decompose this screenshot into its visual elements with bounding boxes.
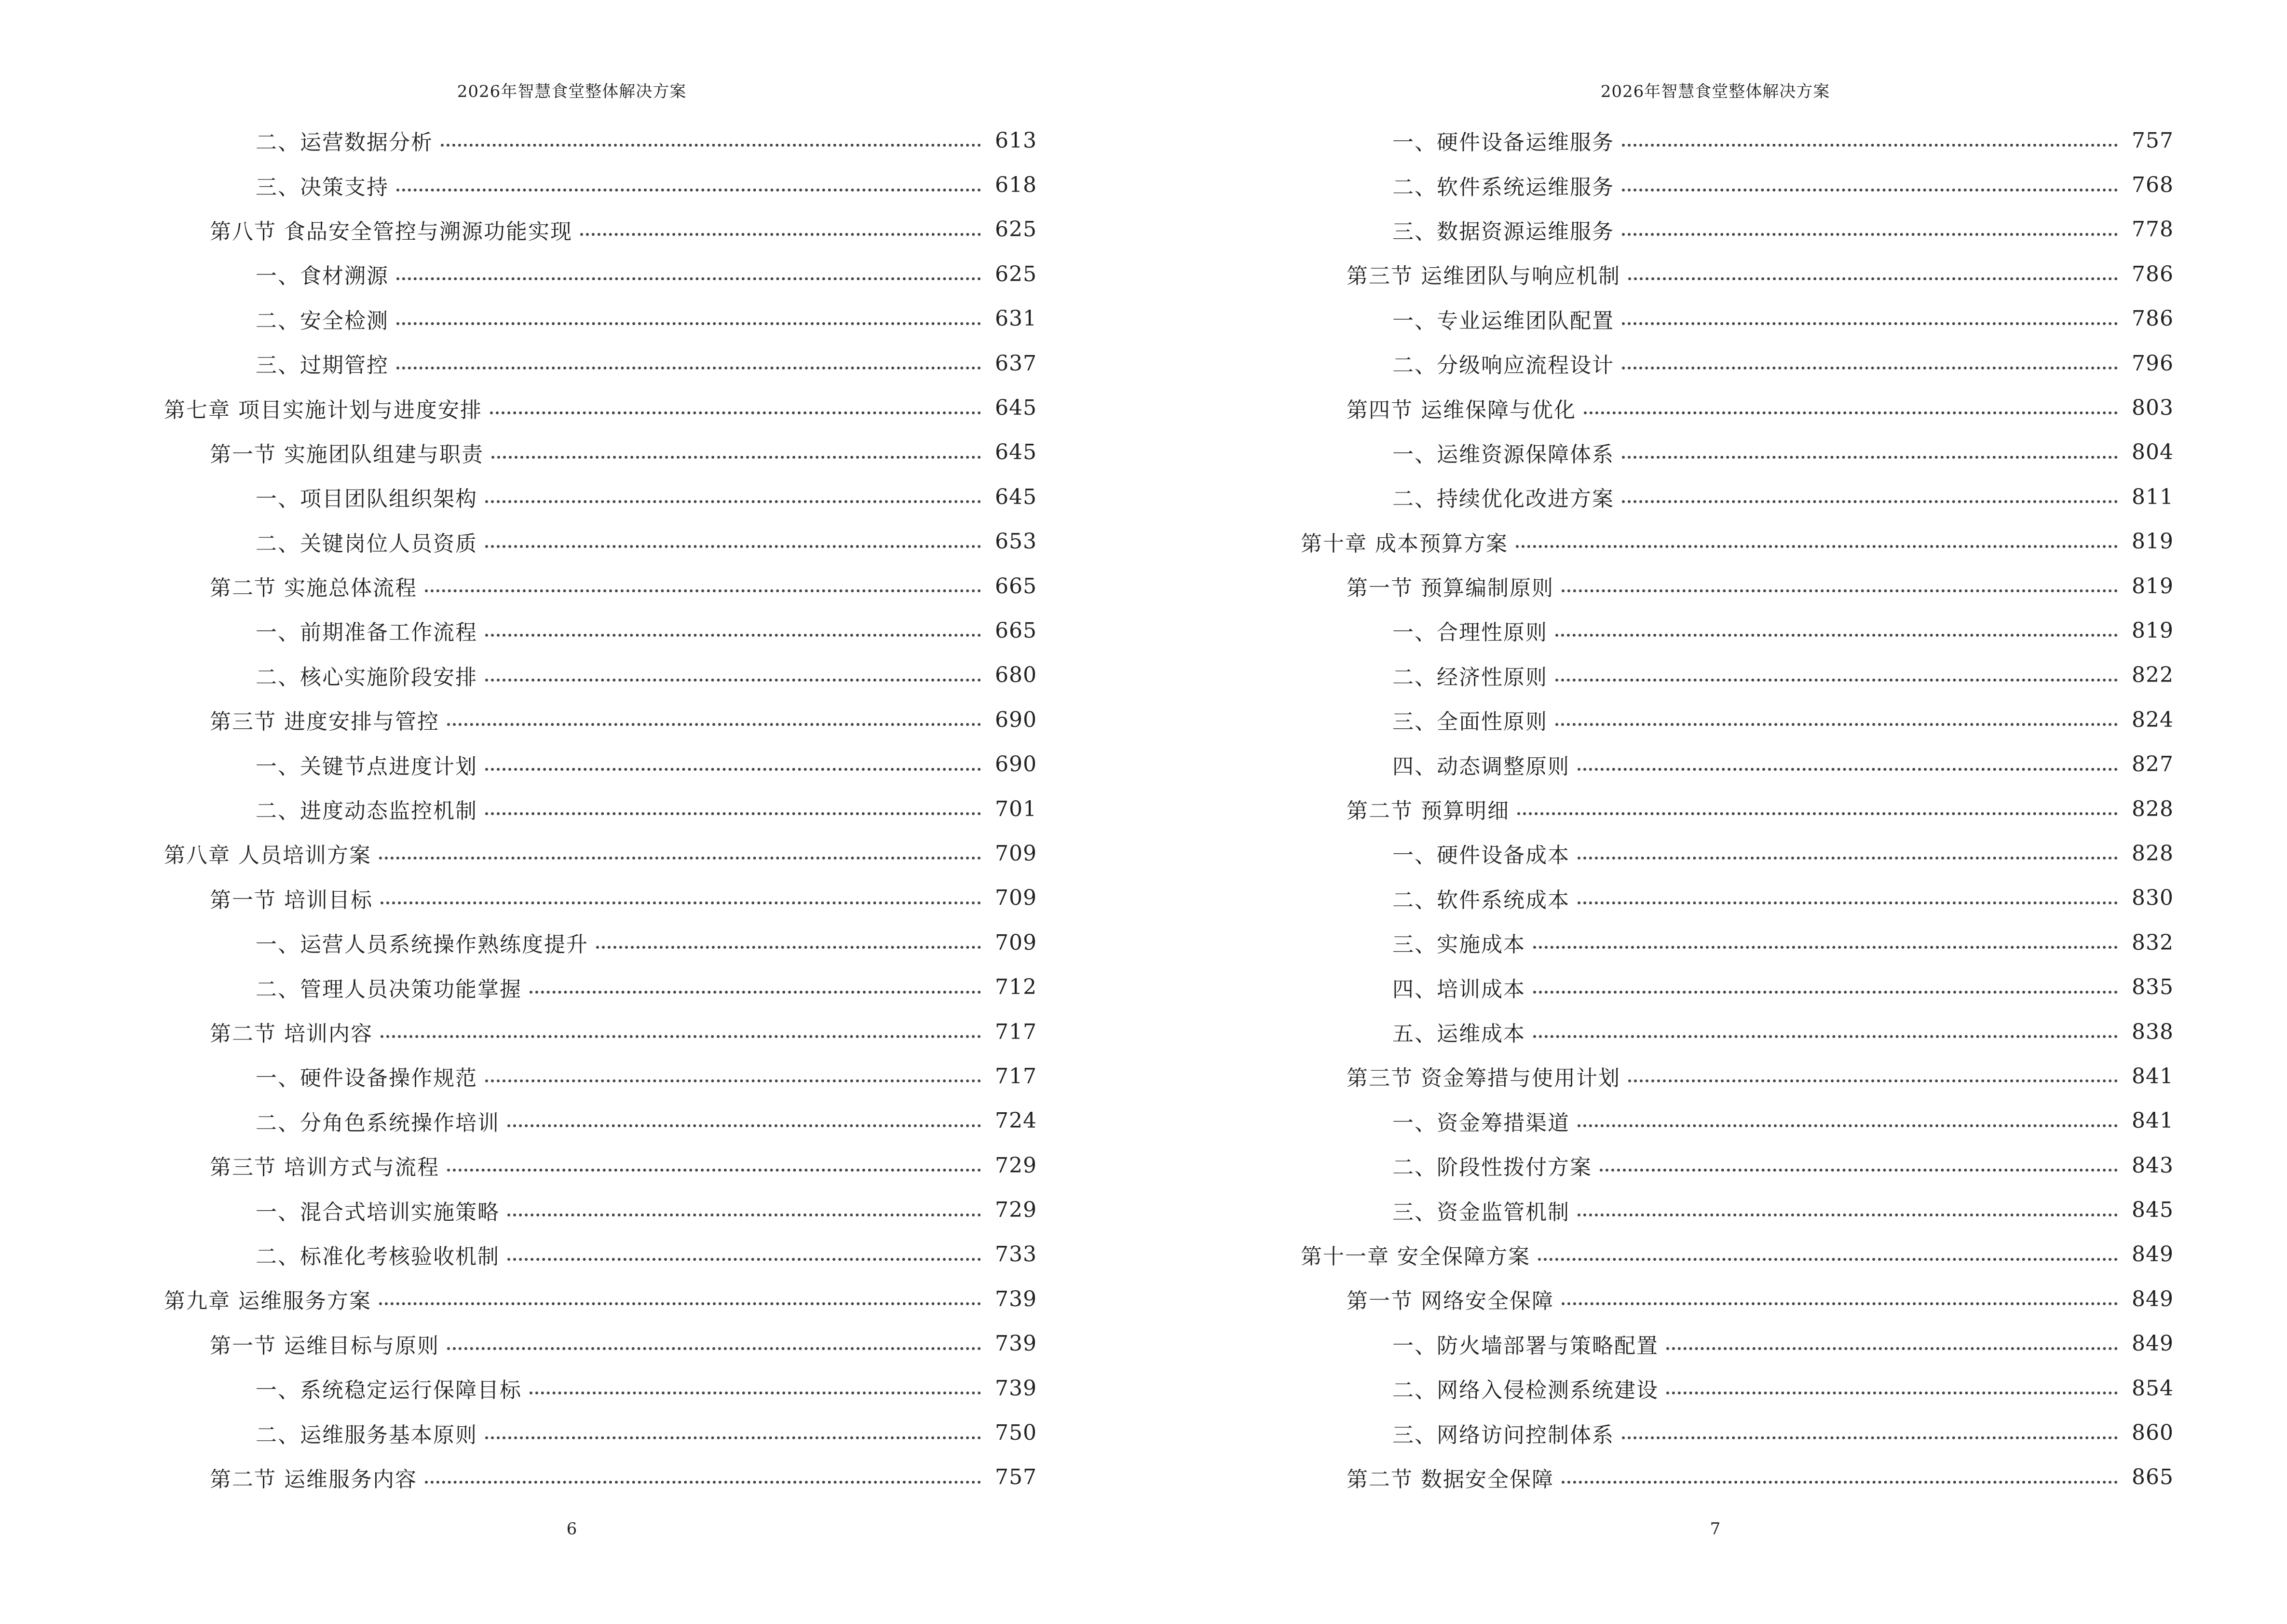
toc-entry[interactable]	[164, 1455, 1037, 1500]
toc-entry[interactable]	[1301, 920, 2174, 965]
toc-entry[interactable]	[164, 1366, 1037, 1410]
toc-entry-label: 第七章 项目实施计划与进度安排	[164, 397, 482, 423]
toc-entry[interactable]	[1301, 742, 2174, 786]
toc-entry-label: 一、防火墙部署与策略配置	[1392, 1333, 1659, 1358]
toc-entry-label: 第一节 培训目标	[210, 887, 373, 913]
toc-entry-page-number: 786	[2132, 261, 2174, 287]
dot-leader	[1555, 723, 2118, 726]
toc-entry[interactable]	[1301, 341, 2174, 385]
dot-leader	[1562, 1302, 2118, 1305]
dot-leader	[379, 857, 981, 860]
toc-entry-label: 一、硬件设备操作规范	[256, 1066, 477, 1091]
toc-entry-page-number: 757	[2132, 128, 2174, 153]
dot-leader	[1628, 277, 2118, 280]
dot-leader	[1516, 545, 2118, 548]
toc-entry-label: 五、运维成本	[1392, 1022, 1525, 1046]
toc-entry-label: 一、资金筹措渠道	[1392, 1110, 1570, 1135]
toc-entry[interactable]	[1301, 1232, 2174, 1277]
dot-leader	[425, 589, 981, 592]
toc-entry-page-number: 786	[2132, 306, 2174, 331]
toc-entry-page-number: 680	[995, 663, 1037, 688]
toc-entry-label: 二、软件系统成本	[1392, 887, 1570, 913]
toc-entry[interactable]	[164, 341, 1037, 385]
page-number: 6	[566, 1519, 577, 1539]
toc-entry-page-number: 625	[995, 217, 1037, 242]
dot-leader	[396, 367, 981, 369]
toc-entry[interactable]	[1301, 163, 2174, 207]
toc-entry-label: 第十章 成本预算方案	[1301, 531, 1508, 556]
toc-entry-label: 一、专业运维团队配置	[1392, 308, 1614, 333]
toc-entry[interactable]	[164, 564, 1037, 608]
toc-entry[interactable]	[1301, 831, 2174, 875]
dot-leader	[1562, 1481, 2118, 1484]
toc-entry[interactable]	[1301, 653, 2174, 697]
toc-entry-page-number: 618	[995, 173, 1037, 198]
toc-entry-page-number: 757	[995, 1465, 1037, 1490]
toc-entry-page-number: 709	[995, 841, 1037, 866]
toc-entry-label: 二、运营数据分析	[256, 130, 433, 155]
dot-leader	[1533, 1035, 2118, 1038]
dot-leader	[1555, 679, 2118, 682]
toc-entry-label: 一、混合式培训实施策略	[256, 1200, 500, 1225]
toc-entry-label: 第一节 运维目标与原则	[210, 1333, 439, 1358]
toc-entry-page-number: 811	[2132, 484, 2174, 509]
toc-entry-label: 四、动态调整原则	[1392, 754, 1570, 779]
dot-leader	[485, 500, 981, 503]
dot-leader	[1622, 367, 2118, 369]
toc-entry-label: 第一节 实施团队组建与职责	[210, 442, 484, 467]
toc-entry-page-number: 819	[2132, 573, 2174, 599]
toc-entry-label: 第二节 培训内容	[210, 1022, 373, 1046]
toc-entry[interactable]	[164, 1277, 1037, 1321]
dot-leader	[441, 144, 981, 147]
toc-list	[1301, 118, 2174, 1500]
toc-entry-page-number: 717	[995, 1064, 1037, 1089]
dot-leader	[490, 411, 981, 414]
dot-leader	[596, 946, 981, 949]
toc-entry[interactable]	[1301, 297, 2174, 341]
toc-entry[interactable]	[164, 787, 1037, 831]
toc-entry-label: 二、分级响应流程设计	[1392, 353, 1614, 378]
toc-entry-page-number: 729	[995, 1153, 1037, 1178]
dot-leader	[381, 901, 981, 904]
toc-entry-label: 二、持续优化改进方案	[1392, 487, 1614, 512]
dot-leader	[1666, 1347, 2118, 1350]
toc-entry-label: 三、实施成本	[1392, 932, 1525, 957]
toc-entry-page-number: 832	[2132, 930, 2174, 955]
dot-leader	[485, 545, 981, 548]
dot-leader	[580, 233, 981, 236]
dot-leader	[1555, 634, 2118, 637]
toc-entry-label: 二、阶段性拨付方案	[1392, 1155, 1592, 1180]
toc-entry[interactable]	[164, 385, 1037, 430]
toc-entry[interactable]	[164, 207, 1037, 252]
toc-entry[interactable]	[164, 1010, 1037, 1054]
toc-entry-label: 一、硬件设备成本	[1392, 843, 1570, 868]
toc-entry[interactable]	[164, 1054, 1037, 1098]
dot-leader	[485, 1079, 981, 1082]
toc-entry[interactable]	[1301, 1187, 2174, 1232]
toc-entry[interactable]	[1301, 207, 2174, 252]
toc-entry-page-number: 865	[2132, 1465, 2174, 1490]
toc-entry[interactable]	[164, 519, 1037, 564]
dot-leader	[1538, 1258, 2118, 1261]
toc-entry-page-number: 849	[2132, 1286, 2174, 1311]
toc-entry[interactable]	[1301, 1010, 2174, 1054]
dot-leader	[485, 768, 981, 771]
toc-entry[interactable]	[164, 697, 1037, 742]
toc-entry-page-number: 724	[995, 1108, 1037, 1133]
toc-entry-page-number: 819	[2132, 529, 2174, 554]
toc-entry-page-number: 750	[995, 1420, 1037, 1446]
toc-entry-page-number: 796	[2132, 351, 2174, 376]
dot-leader	[425, 1481, 981, 1484]
dot-leader	[507, 1214, 981, 1216]
toc-entry[interactable]	[1301, 430, 2174, 475]
toc-entry[interactable]	[164, 252, 1037, 296]
toc-entry[interactable]	[164, 831, 1037, 875]
dot-leader	[1578, 1214, 2118, 1216]
toc-entry-label: 三、数据资源运维服务	[1392, 219, 1614, 244]
toc-entry[interactable]	[1301, 519, 2174, 564]
dot-leader	[1584, 411, 2118, 414]
toc-entry-label: 一、关键节点进度计划	[256, 754, 477, 779]
toc-entry-page-number: 709	[995, 886, 1037, 911]
toc-entry-page-number: 849	[2132, 1331, 2174, 1356]
toc-entry-label: 二、软件系统运维服务	[1392, 175, 1614, 200]
dot-leader	[485, 634, 981, 637]
toc-entry[interactable]	[164, 1232, 1037, 1277]
toc-entry-label: 二、安全检测	[256, 308, 389, 333]
toc-entry-label: 一、运维资源保障体系	[1392, 442, 1614, 467]
toc-entry-page-number: 709	[995, 930, 1037, 955]
dot-leader	[530, 991, 981, 994]
toc-entry-page-number: 739	[995, 1331, 1037, 1356]
toc-entry-page-number: 739	[995, 1286, 1037, 1311]
dot-leader	[1517, 812, 2118, 815]
toc-entry[interactable]	[164, 118, 1037, 163]
toc-entry[interactable]	[164, 1410, 1037, 1455]
toc-entry-label: 一、项目团队组织架构	[256, 487, 477, 512]
toc-entry-page-number: 849	[2132, 1242, 2174, 1267]
toc-entry-label: 三、决策支持	[256, 175, 389, 200]
toc-entry-label: 一、硬件设备运维服务	[1392, 130, 1614, 155]
dot-leader	[1533, 991, 2118, 994]
toc-entry-label: 二、标准化考核验收机制	[256, 1244, 500, 1269]
toc-entry-page-number: 768	[2132, 173, 2174, 198]
toc-entry-label: 第二节 数据安全保障	[1347, 1467, 1554, 1492]
dot-leader	[379, 1302, 981, 1305]
toc-entry-label: 二、网络入侵检测系统建设	[1392, 1378, 1659, 1403]
toc-entry[interactable]	[1301, 876, 2174, 920]
toc-entry-page-number: 613	[995, 128, 1037, 153]
toc-entry-page-number: 717	[995, 1019, 1037, 1044]
toc-entry[interactable]	[1301, 252, 2174, 296]
dot-leader	[1622, 500, 2118, 503]
toc-entry[interactable]	[1301, 697, 2174, 742]
dot-leader	[1578, 768, 2118, 771]
toc-entry-page-number: 830	[2132, 886, 2174, 911]
toc-entry-label: 一、合理性原则	[1392, 620, 1548, 645]
page-header: 2026年智慧食堂整体解决方案	[457, 82, 687, 101]
toc-entry-label: 第十一章 安全保障方案	[1301, 1244, 1530, 1269]
toc-entry-label: 二、运维服务基本原则	[256, 1422, 477, 1447]
toc-entry-label: 三、网络访问控制体系	[1392, 1422, 1614, 1447]
toc-entry[interactable]	[1301, 1099, 2174, 1143]
toc-entry-page-number: 778	[2132, 217, 2174, 242]
toc-entry[interactable]	[1301, 1366, 2174, 1410]
toc-entry-page-number: 625	[995, 261, 1037, 287]
dot-leader	[396, 322, 981, 325]
dot-leader	[1533, 946, 2118, 949]
toc-entry[interactable]	[1301, 1410, 2174, 1455]
toc-entry[interactable]	[164, 1322, 1037, 1366]
toc-entry[interactable]	[164, 1099, 1037, 1143]
toc-entry-page-number: 845	[2132, 1198, 2174, 1223]
toc-entry-label: 第二节 实施总体流程	[210, 576, 417, 601]
toc-entry[interactable]	[164, 742, 1037, 786]
toc-entry-label: 第四节 运维保障与优化	[1347, 397, 1576, 423]
toc-entry-label: 三、过期管控	[256, 353, 389, 378]
toc-entry-page-number: 843	[2132, 1153, 2174, 1178]
toc-entry-page-number: 645	[995, 440, 1037, 465]
toc-entry[interactable]	[1301, 118, 2174, 163]
toc-entry[interactable]	[1301, 1277, 2174, 1321]
dot-leader	[381, 1035, 981, 1038]
dot-leader	[491, 456, 981, 459]
dot-leader	[485, 812, 981, 815]
toc-entry[interactable]	[1301, 608, 2174, 653]
toc-entry[interactable]	[164, 1187, 1037, 1232]
toc-entry-page-number: 835	[2132, 975, 2174, 1000]
dot-leader	[485, 679, 981, 682]
toc-entry[interactable]	[1301, 1322, 2174, 1366]
toc-list	[164, 118, 1037, 1500]
toc-entry[interactable]	[164, 653, 1037, 697]
dot-leader	[1622, 144, 2118, 147]
toc-entry-label: 二、关键岗位人员资质	[256, 531, 477, 556]
toc-entry[interactable]	[1301, 475, 2174, 519]
toc-entry-label: 一、运营人员系统操作熟练度提升	[256, 932, 588, 957]
toc-entry-page-number: 828	[2132, 796, 2174, 821]
toc-entry-page-number: 653	[995, 529, 1037, 554]
toc-entry-page-number: 739	[995, 1376, 1037, 1401]
dot-leader	[1562, 589, 2118, 592]
toc-entry[interactable]	[164, 163, 1037, 207]
toc-entry[interactable]	[1301, 787, 2174, 831]
toc-entry-label: 二、管理人员决策功能掌握	[256, 977, 522, 1002]
toc-entry-label: 第三节 运维团队与响应机制	[1347, 264, 1620, 289]
toc-entry-label: 第二节 运维服务内容	[210, 1467, 417, 1492]
dot-leader	[507, 1258, 981, 1261]
toc-entry-page-number: 828	[2132, 841, 2174, 866]
dot-leader	[447, 1347, 981, 1350]
toc-entry-page-number: 733	[995, 1242, 1037, 1267]
dot-leader	[1578, 1124, 2118, 1127]
toc-entry-label: 第三节 培训方式与流程	[210, 1155, 439, 1180]
dot-leader	[1628, 1079, 2118, 1082]
toc-entry-page-number: 819	[2132, 618, 2174, 643]
toc-entry-label: 一、前期准备工作流程	[256, 620, 477, 645]
toc-entry-page-number: 690	[995, 707, 1037, 732]
toc-entry-label: 三、全面性原则	[1392, 710, 1548, 735]
toc-entry[interactable]	[164, 1143, 1037, 1187]
toc-entry-label: 第三节 进度安排与管控	[210, 710, 439, 735]
dot-leader	[447, 1169, 981, 1172]
toc-entry[interactable]	[1301, 385, 2174, 430]
toc-entry-page-number: 631	[995, 306, 1037, 331]
dot-leader	[1622, 189, 2118, 191]
toc-entry-label: 一、食材溯源	[256, 264, 389, 289]
toc-entry-label: 第八节 食品安全管控与溯源功能实现	[210, 219, 572, 244]
toc-entry-label: 第三节 资金筹措与使用计划	[1347, 1066, 1620, 1091]
page-header: 2026年智慧食堂整体解决方案	[1600, 82, 1830, 101]
toc-entry-page-number: 841	[2132, 1108, 2174, 1133]
toc-entry[interactable]	[1301, 1054, 2174, 1098]
toc-entry[interactable]	[164, 475, 1037, 519]
toc-entry-page-number: 637	[995, 351, 1037, 376]
toc-entry[interactable]	[1301, 1455, 2174, 1500]
toc-entry-page-number: 690	[995, 752, 1037, 777]
dot-leader	[396, 277, 981, 280]
toc-entry-label: 三、资金监管机制	[1392, 1200, 1570, 1225]
toc-entry-page-number: 824	[2132, 707, 2174, 732]
toc-entry-label: 第九章 运维服务方案	[164, 1289, 371, 1314]
toc-entry[interactable]	[164, 430, 1037, 475]
toc-entry-page-number: 712	[995, 975, 1037, 1000]
dot-leader	[1622, 233, 2118, 236]
toc-entry[interactable]	[164, 965, 1037, 1009]
toc-entry-page-number: 665	[995, 618, 1037, 643]
toc-entry-label: 二、核心实施阶段安排	[256, 665, 477, 690]
dot-leader	[530, 1392, 981, 1394]
dot-leader	[507, 1124, 981, 1127]
toc-entry[interactable]	[164, 920, 1037, 965]
dot-leader	[447, 723, 981, 726]
toc-entry-label: 第一节 网络安全保障	[1347, 1289, 1554, 1314]
dot-leader	[1578, 857, 2118, 860]
toc-entry-page-number: 645	[995, 484, 1037, 509]
toc-entry-page-number: 804	[2132, 440, 2174, 465]
toc-entry-label: 第一节 预算编制原则	[1347, 576, 1554, 601]
toc-entry-page-number: 701	[995, 796, 1037, 821]
toc-entry-label: 二、经济性原则	[1392, 665, 1548, 690]
dot-leader	[1666, 1392, 2118, 1394]
dot-leader	[1622, 322, 2118, 325]
toc-entry-page-number: 665	[995, 573, 1037, 599]
toc-entry-label: 一、系统稳定运行保障目标	[256, 1378, 522, 1403]
toc-entry-label: 第二节 预算明细	[1347, 799, 1510, 824]
dot-leader	[396, 189, 981, 191]
toc-entry-label: 第八章 人员培训方案	[164, 843, 371, 868]
toc-entry[interactable]	[164, 297, 1037, 341]
dot-leader	[1622, 456, 2118, 459]
toc-entry-page-number: 822	[2132, 663, 2174, 688]
dot-leader	[1578, 901, 2118, 904]
toc-entry-page-number: 860	[2132, 1420, 2174, 1446]
toc-entry-page-number: 841	[2132, 1064, 2174, 1089]
toc-entry-page-number: 803	[2132, 396, 2174, 421]
toc-entry-page-number: 854	[2132, 1376, 2174, 1401]
dot-leader	[485, 1436, 981, 1439]
page-number: 7	[1710, 1519, 1721, 1539]
dot-leader	[1600, 1169, 2118, 1172]
toc-entry[interactable]	[164, 608, 1037, 653]
toc-page-right	[1144, 0, 2287, 1624]
toc-entry[interactable]	[164, 876, 1037, 920]
toc-entry[interactable]	[1301, 564, 2174, 608]
toc-entry-label: 二、进度动态监控机制	[256, 799, 477, 824]
toc-entry[interactable]	[1301, 1143, 2174, 1187]
toc-entry-page-number: 827	[2132, 752, 2174, 777]
toc-entry-page-number: 729	[995, 1198, 1037, 1223]
dot-leader	[1622, 1436, 2118, 1439]
toc-entry-page-number: 838	[2132, 1019, 2174, 1044]
toc-entry[interactable]	[1301, 965, 2174, 1009]
toc-entry-label: 四、培训成本	[1392, 977, 1525, 1002]
toc-entry-label: 二、分角色系统操作培训	[256, 1110, 500, 1135]
toc-entry-page-number: 645	[995, 396, 1037, 421]
